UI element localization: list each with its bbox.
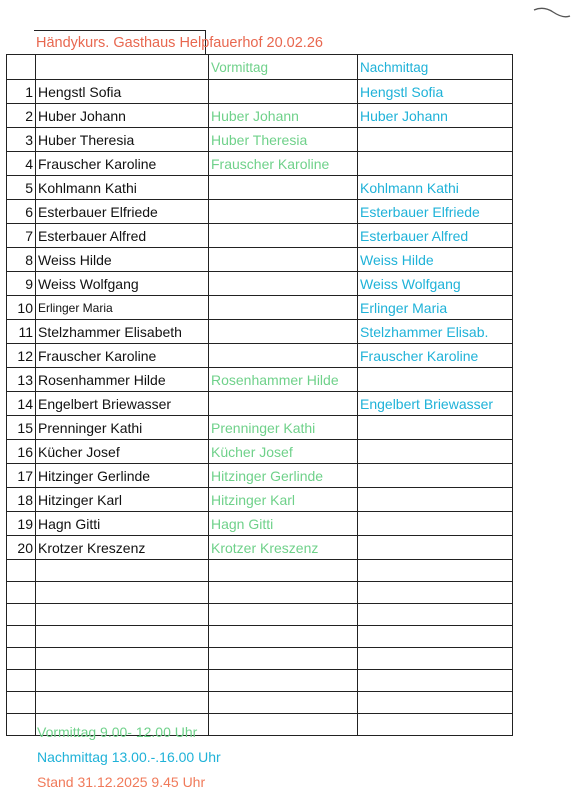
table-row [7,248,513,272]
participant-name: Frauscher Karoline [36,152,209,176]
nachmittag-entry [358,488,513,512]
row-number: 20 [7,536,36,560]
row-number: 3 [7,128,36,152]
vormittag-entry: Huber Theresia [209,128,358,152]
table-row [7,200,513,224]
vormittag-entry [209,392,358,416]
empty-row [7,692,513,714]
row-number: 2 [7,104,36,128]
table-row [7,368,513,392]
empty-cell [7,670,36,692]
nachmittag-entry [358,152,513,176]
row-number: 19 [7,512,36,536]
row-number: 4 [7,152,36,176]
empty-row [7,560,513,582]
table-row [7,176,513,200]
table-row [7,536,513,560]
row-number: 7 [7,224,36,248]
empty-cell [358,648,513,670]
row-number: 12 [7,344,36,368]
participant-name: Hitzinger Karl [36,488,209,512]
vormittag-entry [209,80,358,104]
empty-cell [36,582,209,604]
participant-name: Esterbauer Elfriede [36,200,209,224]
participant-name: Weiss Hilde [36,248,209,272]
nachmittag-entry: Esterbauer Elfriede [358,200,513,224]
row-number: 10 [7,296,36,320]
participant-name: Huber Theresia [36,128,209,152]
participant-name: Hagn Gitti [36,512,209,536]
nachmittag-entry [358,368,513,392]
row-number: 6 [7,200,36,224]
empty-row [7,582,513,604]
empty-cell [36,670,209,692]
legend-vormittag: Vormittag 9.00- 12.00 Uhr [37,724,198,740]
empty-cell [209,582,358,604]
row-number: 1 [7,80,36,104]
empty-cell [7,692,36,714]
empty-cell [7,604,36,626]
empty-cell [36,604,209,626]
vormittag-entry: Rosenhammer Hilde [209,368,358,392]
nachmittag-entry [358,440,513,464]
participant-name: Prenninger Kathi [36,416,209,440]
participant-name: Rosenhammer Hilde [36,368,209,392]
empty-cell [209,626,358,648]
legend-nachmittag: Nachmittag 13.00.-.16.00 Uhr [37,749,221,765]
row-number: 5 [7,176,36,200]
participant-name: Kohlmann Kathi [36,176,209,200]
participant-name: Engelbert Briewasser [36,392,209,416]
empty-cell [36,648,209,670]
participant-name: Kücher Josef [36,440,209,464]
empty-cell [358,604,513,626]
participant-name: Huber Johann [36,104,209,128]
vormittag-entry: Hagn Gitti [209,512,358,536]
empty-cell [358,560,513,582]
table-row [7,128,513,152]
participant-name: Erlinger Maria [36,296,209,320]
table-row [7,392,513,416]
row-number: 9 [7,272,36,296]
empty-cell [209,670,358,692]
row-number: 11 [7,320,36,344]
row-number: 14 [7,392,36,416]
row-number: 18 [7,488,36,512]
nachmittag-entry: Weiss Hilde [358,248,513,272]
vormittag-entry [209,320,358,344]
nachmittag-entry: Engelbert Briewasser [358,392,513,416]
table-row [7,272,513,296]
empty-row [7,604,513,626]
table-row [7,464,513,488]
empty-cell [7,714,36,736]
participant-name: Esterbauer Alfred [36,224,209,248]
vormittag-entry: Krotzer Kreszenz [209,536,358,560]
table-header-row [7,55,513,80]
empty-cell [36,626,209,648]
row-number: 8 [7,248,36,272]
vormittag-entry [209,224,358,248]
nachmittag-entry: Esterbauer Alfred [358,224,513,248]
empty-cell [209,560,358,582]
participant-name: Hitzinger Gerlinde [36,464,209,488]
nachmittag-entry: Kohlmann Kathi [358,176,513,200]
pen-mark-icon [533,6,571,20]
empty-cell [7,582,36,604]
nachmittag-entry: Frauscher Karoline [358,344,513,368]
table-row [7,320,513,344]
header-num-cell [7,55,36,80]
row-number: 16 [7,440,36,464]
table-row [7,152,513,176]
vormittag-entry: Hitzinger Gerlinde [209,464,358,488]
empty-cell [358,692,513,714]
empty-cell [209,714,358,736]
empty-cell [209,648,358,670]
empty-row [7,648,513,670]
table-row [7,80,513,104]
empty-cell [36,692,209,714]
empty-cell [358,582,513,604]
empty-cell [7,560,36,582]
vormittag-entry [209,344,358,368]
empty-cell [358,714,513,736]
nachmittag-entry [358,128,513,152]
participant-name: Frauscher Karoline [36,344,209,368]
row-number: 13 [7,368,36,392]
participant-name: Hengstl Sofia [36,80,209,104]
table-row [7,512,513,536]
participant-name: Weiss Wolfgang [36,272,209,296]
vormittag-entry: Kücher Josef [209,440,358,464]
empty-cell [36,560,209,582]
empty-cell [358,670,513,692]
nachmittag-entry [358,416,513,440]
vormittag-entry: Prenninger Kathi [209,416,358,440]
empty-cell [7,648,36,670]
table-row [7,296,513,320]
nachmittag-entry [358,512,513,536]
vormittag-entry: Huber Johann [209,104,358,128]
table-row [7,416,513,440]
empty-cell [358,626,513,648]
vormittag-entry [209,176,358,200]
attendance-table [6,54,513,736]
table-row [7,104,513,128]
legend-stand: Stand 31.12.2025 9.45 Uhr [37,774,206,790]
vormittag-entry: Frauscher Karoline [209,152,358,176]
nachmittag-entry [358,536,513,560]
table-row [7,224,513,248]
empty-cell [209,692,358,714]
vormittag-entry [209,248,358,272]
row-number: 17 [7,464,36,488]
table-row [7,488,513,512]
empty-row [7,626,513,648]
header-name-cell [36,55,209,80]
table-row [7,344,513,368]
vormittag-entry [209,272,358,296]
row-number: 15 [7,416,36,440]
vormittag-entry: Hitzinger Karl [209,488,358,512]
header-vormittag: Vormittag [209,55,358,80]
page-title: Händykurs. Gasthaus Helpfauerhof 20.02.26 [34,30,206,54]
participant-name: Krotzer Kreszenz [36,536,209,560]
nachmittag-entry: Huber Johann [358,104,513,128]
participant-name: Stelzhammer Elisabeth [36,320,209,344]
empty-row [7,670,513,692]
empty-cell [209,604,358,626]
nachmittag-entry [358,464,513,488]
nachmittag-entry: Erlinger Maria [358,296,513,320]
vormittag-entry [209,200,358,224]
nachmittag-entry: Stelzhammer Elisab. [358,320,513,344]
vormittag-entry [209,296,358,320]
table-row [7,440,513,464]
empty-cell [7,626,36,648]
header-nachmittag: Nachmittag [358,55,513,80]
nachmittag-entry: Hengstl Sofia [358,80,513,104]
nachmittag-entry: Weiss Wolfgang [358,272,513,296]
